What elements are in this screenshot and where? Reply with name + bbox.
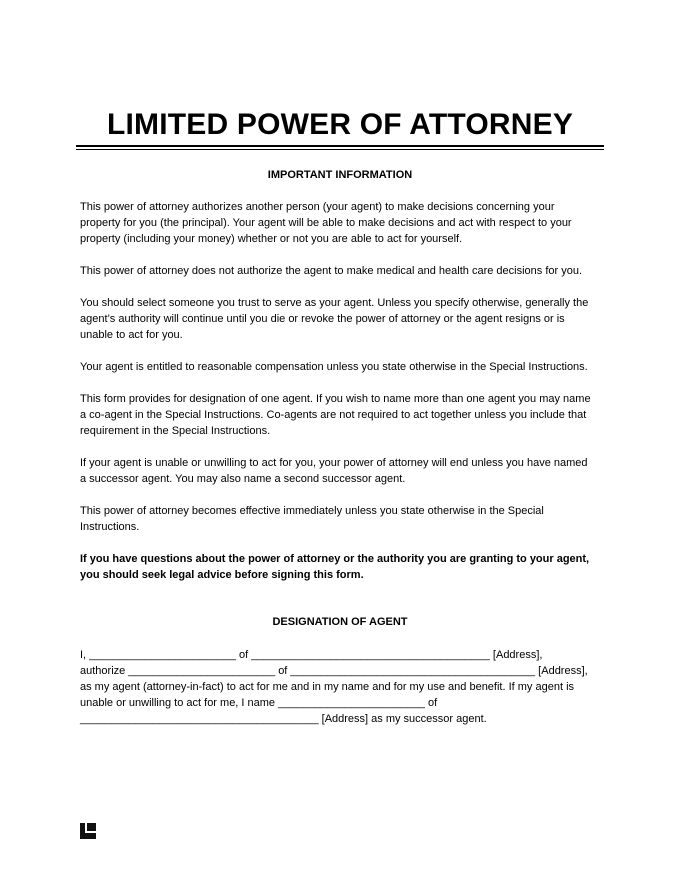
paragraph-compensation bbox=[80, 359, 600, 375]
text-line: This power of attorney becomes effective immediately unless you state otherwise in the Special bbox=[80, 505, 544, 517]
paragraph-legal-advice bbox=[80, 551, 600, 583]
designation-of-agent-form bbox=[80, 647, 600, 727]
text-line: This form provides for designation of one agent. If you wish to name more than one agent you may name bbox=[80, 393, 591, 405]
paragraph-effective-date bbox=[80, 503, 600, 535]
paragraph-co-agent bbox=[80, 391, 600, 439]
text-line: a successor agent. You may also name a second successor agent. bbox=[80, 473, 406, 485]
paragraph-no-medical bbox=[80, 263, 600, 279]
title-rule-thin bbox=[76, 149, 604, 150]
form-line-principal[interactable]: I, ________________________ of _______________________________________ [Address], bbox=[80, 649, 543, 661]
paragraph-select-agent bbox=[80, 295, 600, 343]
text-line: unable to act for you. bbox=[80, 329, 183, 341]
text-line: If you have questions about the power of attorney or the authority you are granting to your agent, bbox=[80, 553, 590, 565]
text-line: property for you (the principal). Your agent will be able to make decisions and act with respect to your bbox=[80, 217, 572, 229]
text-line: as my agent (attorney-in-fact) to act for me and in my name and for my use and benefit. If my agent is bbox=[80, 681, 575, 693]
text-line: Your agent is entitled to reasonable compensation unless you state otherwise in the Special Instructions. bbox=[80, 361, 588, 373]
text-line: Instructions. bbox=[80, 521, 140, 533]
form-line-agent[interactable]: authorize ________________________ of ________________________________________ [Address], bbox=[80, 665, 588, 677]
paragraph-successor-agent bbox=[80, 455, 600, 487]
text-line: property (including your money) whether or not you are able to act for yourself. bbox=[80, 233, 463, 245]
text-line: This power of attorney authorizes another person (your agent) to make decisions concerning your bbox=[80, 201, 555, 213]
designation-heading: DESIGNATION OF AGENT bbox=[272, 616, 408, 628]
text-line: requirement in the Special Instructions. bbox=[80, 425, 271, 437]
paragraph-authorization bbox=[80, 199, 600, 247]
text-line: you should seek legal advice before signing this form. bbox=[80, 569, 364, 581]
form-line-successor[interactable]: unable or unwilling to act for me, I name ________________________ of bbox=[80, 697, 438, 709]
text-line: a co-agent in the Special Instructions. Co-agents are not required to act together unless you include that bbox=[80, 409, 587, 421]
text-line: This power of attorney does not authorize the agent to make medical and health care decisions for you. bbox=[80, 265, 583, 277]
text-line: If your agent is unable or unwilling to act for you, your power of attorney will end unless you have named bbox=[80, 457, 588, 469]
brand-logo-icon bbox=[80, 823, 96, 839]
document-title: LIMITED POWER OF ATTORNEY bbox=[106, 108, 574, 141]
form-line-successor-address[interactable]: _______________________________________ [Address] as my successor agent. bbox=[80, 713, 487, 725]
text-line: agent’s authority will continue until you die or revoke the power of attorney or the agent resigns or is bbox=[80, 313, 565, 325]
title-rule-thick bbox=[76, 145, 604, 147]
important-info-heading: IMPORTANT INFORMATION bbox=[267, 169, 413, 181]
text-line: You should select someone you trust to serve as your agent. Unless you specify otherwise, generally the bbox=[80, 297, 589, 309]
